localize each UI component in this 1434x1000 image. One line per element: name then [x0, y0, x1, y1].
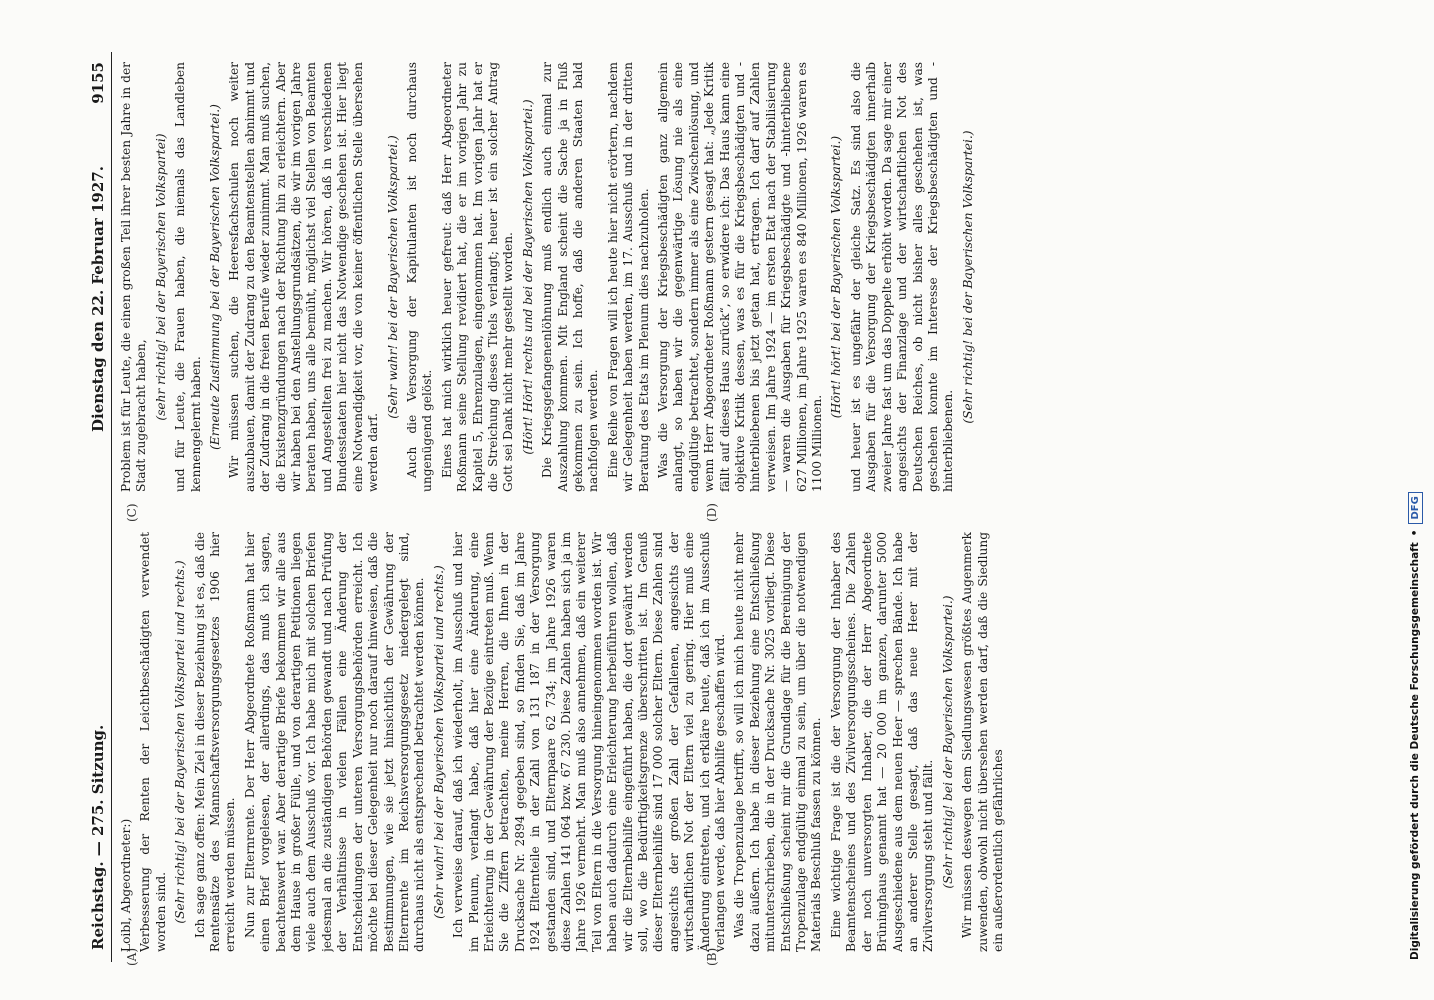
paragraph: Die Kriegsgefangenenlöhnung muß endlich auch einmal zur Auszahlung kommen. Mit England scheint die Sache ja in Fluß gekommen zu sein. Ich hoffe, daß die anderen Staaten bald nachfolgen werden.	[540, 62, 601, 492]
digitization-credit: Digitalisierung gefördert durch die Deutsche Forschungsgemeinschaft • DFG	[1404, 20, 1426, 960]
interjection: (Hört! hört! bei der Bayerischen Volkspartei.)	[829, 135, 844, 419]
paragraph: Nun zur Elternrente. Der Herr Abgeordnete Roßmann hat hier einen Brief vorgelesen, der allerdings, das muß ich sagen, beachtenswert war. Aber derartige Briefe bekommen wir alle aus dem Hause in großer Fülle, und von derartigen Petitionen liegen viele auch dem Ausschuß vor. Ich habe mich mit solchen Briefen jedesmal an die zuständigen Behörden gewandt und nach Prüfung der Verhältnisse in vielen Fällen eine Änderung der Entscheidungen der unteren Versorgungsbehörden erreicht. Ich möchte bei dieser Gelegenheit nur noch darauf hinweisen, daß die Bestimmungen, wie sie jetzt hinsichtlich der Gewährung der Elternrente im Reichsversorgungsgesetz niedergelegt sind, durchaus nicht als entsprechend betrachtet werden können.	[242, 532, 427, 952]
page-number: 9155	[89, 62, 107, 104]
header-session: Reichstag. — 275. Sitzung.	[89, 724, 107, 950]
paragraph: Verbesserung der Renten der Leichtbeschädigten verwendet worden sind.	[138, 532, 168, 952]
paragraph: und für Leute, die Frauen haben, die niemals das Landleben kennengelernt haben.	[173, 62, 203, 492]
text-column-left	[119, 532, 1389, 952]
paragraph: Ich sage ganz offen: Mein Ziel in dieser Beziehung ist es, daß die Rentensätze des Mannschaftsversorgungsgesetzes 1906 hier erreicht werden müssen.	[192, 532, 238, 952]
margin-mark-a: (A)	[125, 947, 139, 966]
margin-mark-d: (D)	[705, 503, 719, 522]
dfg-logo: DFG	[1408, 492, 1423, 523]
interjection: (Erneute Zustimmung bei der Bayerischen Volkspartei.)	[208, 104, 223, 450]
paragraph: Was die Versorgung der Kriegsbeschädigten ganz allgemein anlangt, so haben wir die gegenwärtige Lösung nie als eine endgültige betrachtet, sondern immer als eine Zwischenlösung, und wenn Herr Abgeordneter Roßmann gestern gesagt hat: „Jede Kritik fällt auf dieses Haus zurück“, so erwidere ich: Das Haus kann eine objektive Kritik dessen, was es für die Kriegsbeschädigten und -hinterbliebenen bis jetzt getan hat, ertragen. Ich darf auf Zahlen verweisen. Im Jahre 1924 — im ersten Etat nach der Stabilisierung — waren die Ausgaben für Kriegsbeschädigte und -hinterbliebene 627 Millionen, im Jahre 1925 waren es 840 Millionen, 1926 waren es 1100 Millionen.	[656, 62, 825, 492]
rotated-page-content	[85, 52, 1405, 966]
margin-mark-b: (B)	[705, 947, 719, 966]
interjection: (Sehr richtig! bei der Bayerischen Volkspartei und rechts.)	[173, 560, 188, 924]
paragraph: Auch die Versorgung der Kapitulanten ist noch durchaus ungenügend gelöst.	[404, 62, 435, 492]
paragraph: Eine wichtige Frage ist die der Versorgung der Inhaber des Beamtenscheines und des Zivilversorgungsscheines. Die Zahlen der noch unversorgten Inhaber, die der Herr Abgeordnete Brüninghaus genannt hat — 20 000 im ganzen, darunter 5000 Ausgeschiedene aus dem neuen Heer — sprechen Bände. Ich habe an anderer Stelle gesagt, daß das neue Heer mit der Zivilversorgung steht und fällt.	[828, 532, 936, 952]
text-column-right	[119, 62, 1389, 492]
interjection: (Sehr richtig! bei der Bayerischen Volkspartei.)	[960, 130, 975, 424]
speaker-line: Loibl, Abgeordneter:)	[119, 818, 133, 952]
interjection: (Hört! Hört! rechts und bei der Bayerischen Volkspartei.)	[520, 99, 535, 455]
interjection: (Sehr richtig! bei der Bayerischen Volkspartei.)	[940, 595, 955, 889]
paragraph: Wir müssen suchen, die Heeresfachschulen noch weiter auszubauen, damit der Zudrang zu den Beamtenstellen abnimmt und der Zudrang in die freien Berufe wieder zunimmt. Man muß suchen, die Existenzgründungen nach der Richtung hin zu erleichtern. Aber wir haben bei den Anstellungsgrundsätzen, die wir im vorigen Jahre beraten haben, uns alle bemüht, möglichst viel Stellen von Beamten und Angestellten frei zu machen. Wir hören, daß in verschiedenen Bundesstaaten hier nicht das Notwendige geschehen ist. Hier liegt eine Notwendigkeit vor, die von keiner öffentlichen Stelle übersehen werden darf.	[227, 62, 381, 492]
margin-mark-c: (C)	[125, 503, 139, 522]
paragraph: Problem ist für Leute, die einen großen Teil ihrer besten Jahre in der Stadt zugebracht haben,	[119, 62, 149, 492]
paragraph: Ich verweise darauf, daß ich wiederholt, im Ausschuß und hier im Plenum, verlangt habe, daß hier eine Änderung, eine Erleichterung in der Gewährung der Bezüge eintreten muß. Wenn Sie die Ziffern betrachten, meine Herren, die Ihnen in der Drucksache Nr. 2894 gegeben sind, so finden Sie, daß im Jahre 1924 Elternteile in der Zahl von 131 187 in der Versorgung gestanden sind, und Elternpaare 62 734; im Jahre 1926 waren diese Zahlen 141 064 bzw. 67 230. Diese Zahlen haben sich ja im Jahre 1926 vermehrt. Man muß also annehmen, daß ein weiterer Teil von Eltern in die Versorgung hineingenommen worden ist. Wir haben auch dadurch eine Erleichterung herbeiführen wollen, daß wir die Elternbeihilfe eingeführt haben, die dort gewährt werden soll, wo die Bedürftigkeitsgrenze überschritten ist. Im Genuß dieser Elternbeihilfe sind 17 000 solcher Eltern. Diese Zahlen sind angesichts der großen Zahl der Gefallenen, angesichts der wirtschaftlichen Not der Eltern viel zu gering. Hier muß eine Änderung eintreten, und ich erkläre heute, daß ich im Ausschuß verlangen werde, daß hier Abhilfe geschaffen wird.	[451, 532, 728, 952]
paragraph: und heuer ist es ungefähr der gleiche Satz. Es sind also die Ausgaben für die Versorgung der Kriegsbeschädigten innerhalb zweier Jahre fast um das Doppelte erhöht worden. Da sage mir einer angesichts der Finanzlage und der wirtschaftlichen Not des Deutschen Reiches, ob nicht bisher alles geschehen ist, was geschehen konnte im Interesse der Kriegsbeschädigten und -hinterbliebenen.	[848, 62, 956, 492]
interjection: (Sehr wahr! bei der Bayerischen Volkspartei und rechts.)	[431, 565, 446, 919]
interjection: (Sehr wahr! bei der Bayerischen Volkspartei.)	[385, 135, 400, 419]
credit-text: Digitalisierung gefördert durch die Deutsche Forschungsgemeinschaft	[1409, 542, 1421, 960]
interjection: (sehr richtig! bei der Bayerischen Volkspartei)	[153, 133, 168, 421]
paragraph: Wir müssen deswegen dem Siedlungswesen größtes Augenmerk zuwenden, obwohl nicht übersehen werden darf, daß die Siedlung ein außerordentlich gefährliches	[960, 532, 1005, 952]
header-date: Dienstag den 22. Februar 1927.	[89, 166, 107, 432]
page-header	[85, 52, 112, 962]
paragraph: Was die Tropenzulage betrifft, so will ich mich heute nicht mehr dazu äußern. Ich habe in dieser Beziehung eine Entschließung mitunterschrieben, die in der Drucksache Nr. 3025 vorliegt. Diese Entschließung scheint mir die Grundlage für die Bereinigung der Tropenzulage endgültig einmal zu sein, um über die notwendigen Materials Beschluß fassen zu können.	[732, 532, 824, 952]
paragraph: Eine Reihe von Fragen will ich heute hier nicht erörtern, nachdem wir Gelegenheit haben werden, im 17. Ausschuß und in der dritten Beratung des Etats im Plenum dies nachzuholen.	[605, 62, 651, 492]
paragraph: Eines hat mich wirklich heuer gefreut: daß Herr Abgeordneter Roßmann seine Stellung revidiert hat, die er im vorigen Jahr zu Kapitel 5, Ehrenzulagen, eingenommen hat. Im vorigen Jahr hat er die Streichung dieses Titels verlangt; heuer ist ein solcher Antrag Gott sei Dank nicht mehr gestellt worden.	[439, 62, 516, 492]
